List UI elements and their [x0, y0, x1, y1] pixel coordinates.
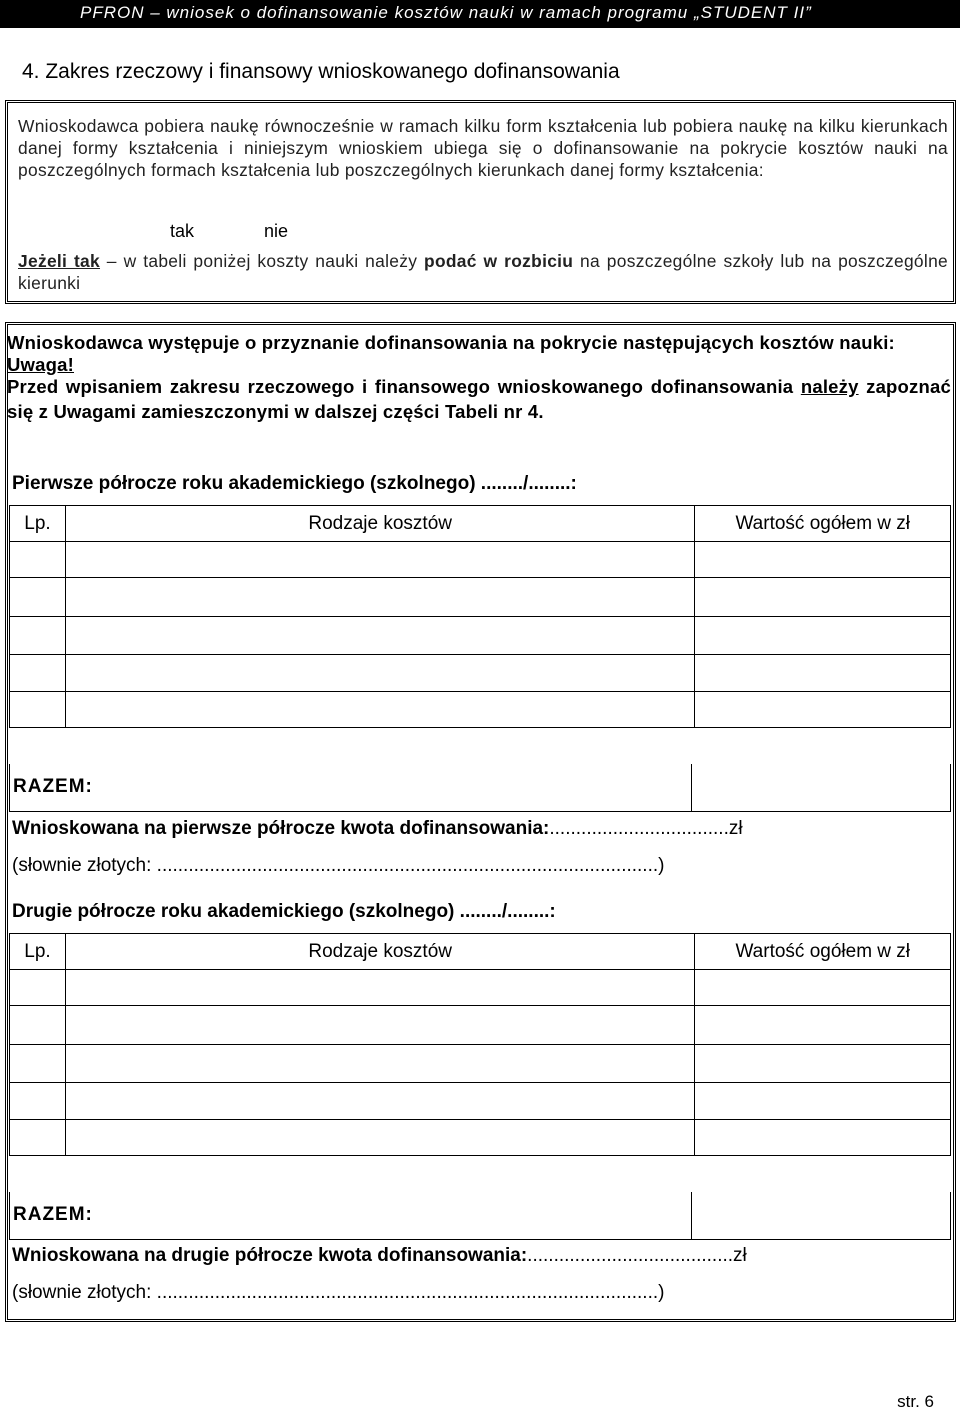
lp-cell[interactable]: [10, 692, 66, 728]
column-lp: Lp.: [10, 506, 66, 542]
lp-cell[interactable]: [10, 542, 66, 578]
semester2-table: [9, 933, 951, 1156]
semester2-requested-label: Wnioskowana na drugie półrocze kwota dofinansowania:: [12, 1245, 528, 1266]
semester1-header-row: [10, 506, 951, 542]
lp-cell[interactable]: [10, 578, 66, 617]
column-cost-type: Rodzaje kosztów: [65, 934, 695, 970]
lp-cell[interactable]: [10, 617, 66, 655]
semester1-total-row: [9, 764, 951, 812]
option-no[interactable]: nie: [264, 221, 289, 241]
note-lead: Jeżeli tak: [18, 251, 101, 271]
table-row: [10, 617, 951, 655]
semester2-total-label: RAZEM:: [13, 1204, 93, 1225]
lp-cell[interactable]: [10, 970, 66, 1006]
value-cell[interactable]: [695, 578, 951, 617]
lp-cell[interactable]: [10, 1120, 66, 1156]
document-header: [0, 0, 960, 28]
cost-type-cell[interactable]: [65, 617, 695, 655]
semester1-total-label: RAZEM:: [13, 776, 93, 797]
semester1-total-value-cell[interactable]: [691, 764, 950, 811]
warning-label: Uwaga!: [7, 354, 74, 375]
question-note: [18, 250, 948, 294]
table-row: [10, 1045, 951, 1083]
value-cell[interactable]: [695, 970, 951, 1006]
value-cell[interactable]: [695, 1045, 951, 1083]
semester1-requested-amount: [12, 818, 743, 840]
note-emphasis: podać w rozbiciu: [424, 251, 574, 271]
value-cell[interactable]: [695, 1120, 951, 1156]
table-row: [10, 970, 951, 1006]
section-title: 4. Zakres rzeczowy i finansowy wnioskowanego dofinansowania: [22, 60, 620, 83]
table-row: [10, 1083, 951, 1120]
table-row: [10, 1006, 951, 1045]
cost-type-cell[interactable]: [65, 578, 695, 617]
cost-type-cell[interactable]: [65, 970, 695, 1006]
value-cell[interactable]: [695, 692, 951, 728]
lp-cell[interactable]: [10, 1045, 66, 1083]
option-yes[interactable]: tak: [170, 221, 195, 241]
semester1-table: [9, 505, 951, 728]
value-cell[interactable]: [695, 542, 951, 578]
cost-type-cell[interactable]: [65, 1120, 695, 1156]
semester2-requested-amount: [12, 1245, 747, 1267]
semester2-requested-dots[interactable]: .......................................zł: [527, 1245, 747, 1266]
table-row: [10, 542, 951, 578]
semester2-total-value-cell[interactable]: [691, 1192, 950, 1239]
table-row: [10, 655, 951, 692]
value-cell[interactable]: [695, 617, 951, 655]
cost-type-cell[interactable]: [65, 1045, 695, 1083]
cost-type-cell[interactable]: [65, 655, 695, 692]
page-number: str. 6: [897, 1392, 934, 1411]
semester1-requested-label: Wnioskowana na pierwsze półrocze kwota dofinansowania:: [12, 818, 550, 839]
note-mid: – w tabeli poniżej koszty nauki należy: [100, 251, 425, 271]
cost-type-cell[interactable]: [65, 542, 695, 578]
value-cell[interactable]: [695, 1083, 951, 1120]
lp-cell[interactable]: [10, 1006, 66, 1045]
lp-cell[interactable]: [10, 1083, 66, 1120]
warning-text-2: zapoznać się z Uwagami zamieszczonymi w dalszej części Tabeli nr 4.: [7, 376, 951, 422]
note-tail: na poszczególne szkoły lub na poszczególne kierunki: [18, 251, 949, 293]
question-text: Wnioskodawca pobiera naukę równocześnie w ramach kilku form kształcenia lub pobiera naukę na kilku kierunkach danej formy kształcenia i niniejszym wnioskiem ubiega się o dofinansowanie na pokrycie kosztów nauki na poszczególnych formach kształcenia lub poszczególnych kierunkach danej formy kształcenia:: [18, 116, 948, 180]
semester2-header-row: [10, 934, 951, 970]
costs-heading: Wnioskodawca występuje o przyznanie dofinansowania na pokrycie następujących kosztów nauki:: [7, 332, 895, 353]
cost-type-cell[interactable]: [65, 692, 695, 728]
table-row: [10, 578, 951, 617]
value-cell[interactable]: [695, 1006, 951, 1045]
header-text: PFRON – wniosek o dofinansowanie kosztów nauki w ramach programu „STUDENT II”: [80, 3, 812, 22]
semester1-in-words[interactable]: (słownie złotych: ...............................................................................................): [12, 855, 665, 876]
column-total-value: Wartość ogółem w zł: [695, 934, 951, 970]
table-row: [10, 1120, 951, 1156]
cost-type-cell[interactable]: [65, 1083, 695, 1120]
semester2-total-row: [9, 1192, 951, 1240]
question-box: [5, 100, 956, 304]
column-total-value: Wartość ogółem w zł: [695, 506, 951, 542]
warning-must: należy: [800, 376, 859, 397]
warning-text-1: Przed wpisaniem zakresu rzeczowego i finansowego wnioskowanego dofinansowania: [7, 376, 801, 397]
column-cost-type: Rodzaje kosztów: [65, 506, 695, 542]
cost-type-cell[interactable]: [65, 1006, 695, 1045]
semester2-title: Drugie półrocze roku akademickiego (szkolnego) ......../........:: [12, 901, 556, 922]
lp-cell[interactable]: [10, 655, 66, 692]
costs-intro: [7, 330, 951, 424]
semester1-requested-dots[interactable]: ..................................zł: [549, 818, 743, 839]
semester1-title: Pierwsze półrocze roku akademickiego (szkolnego) ......../........:: [12, 473, 577, 494]
column-lp: Lp.: [10, 934, 66, 970]
value-cell[interactable]: [695, 655, 951, 692]
semester2-in-words[interactable]: (słownie złotych: ...............................................................................................): [12, 1282, 665, 1303]
table-row: [10, 692, 951, 728]
warning-text: [7, 374, 951, 424]
